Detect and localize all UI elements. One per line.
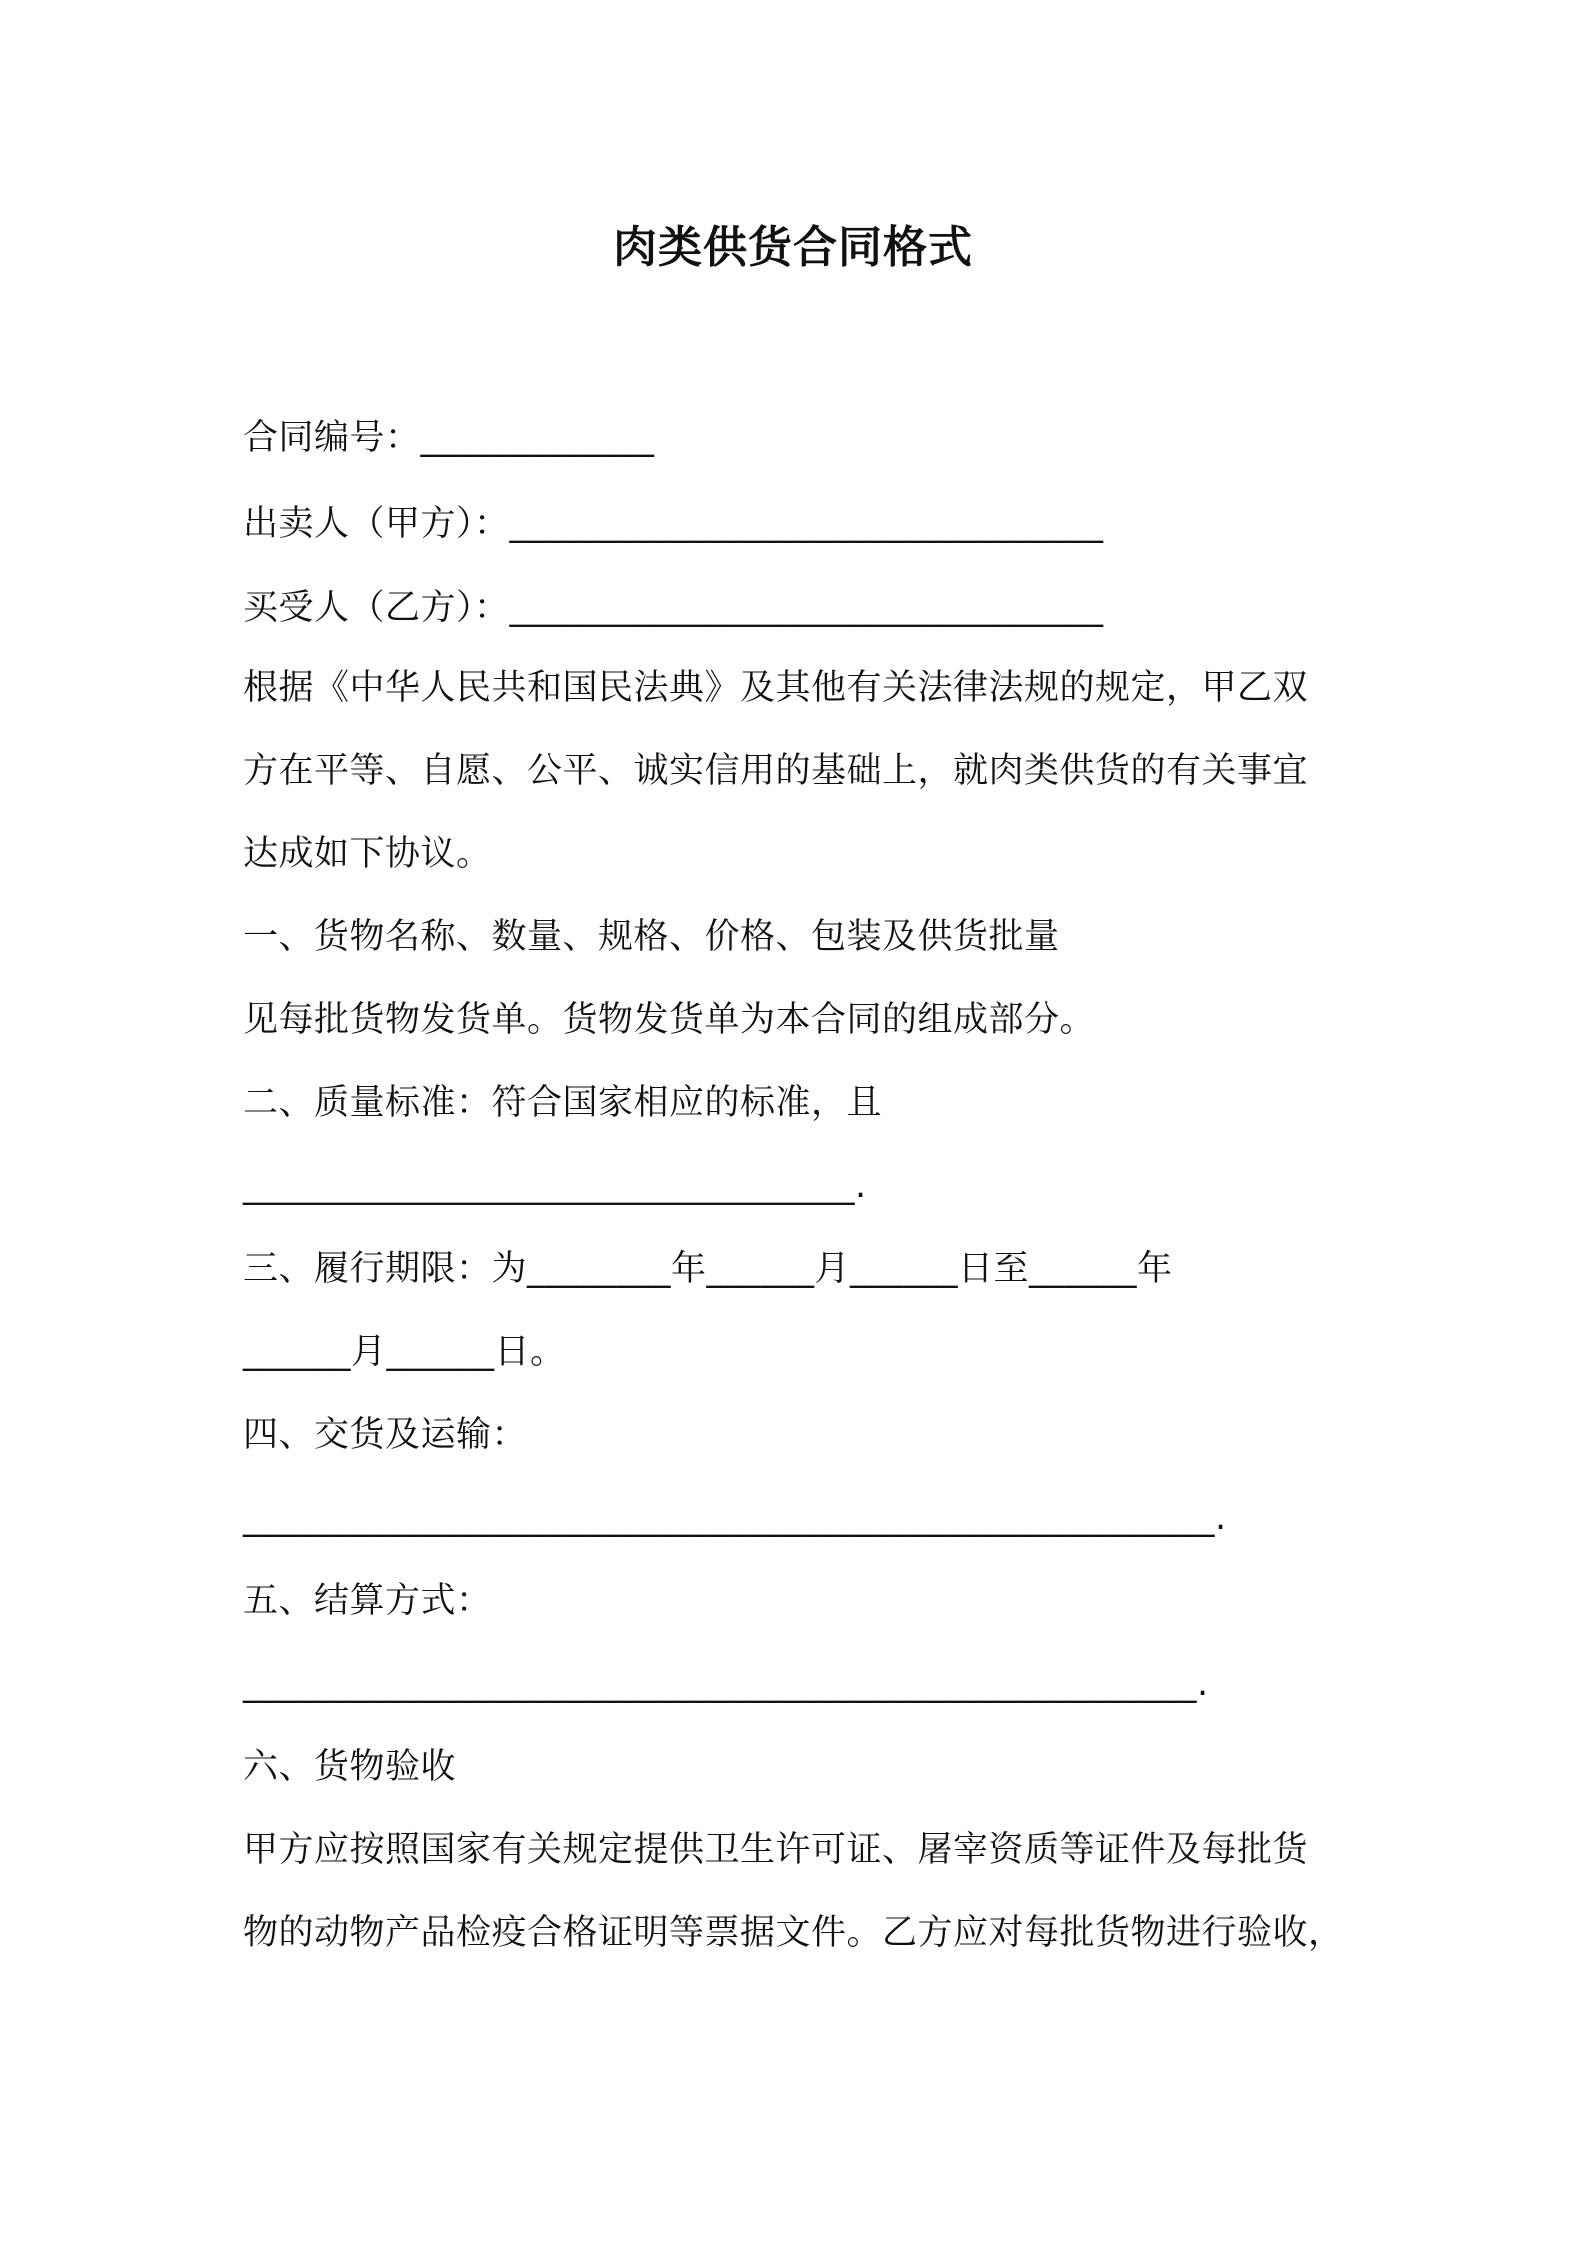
section-5-blank: _____________________________________________________. [243, 1664, 1209, 1704]
section-6-body-line-2: 物的动物产品检疫合格证明等票据文件。乙方应对每批货物进行验收， [243, 1913, 1344, 1953]
buyer-party-b-line: 买受人（乙方）：_________________________________ [243, 588, 1104, 628]
section-5-heading: 五、结算方式： [243, 1581, 492, 1621]
contract-number-line: 合同编号：_____________ [243, 418, 655, 458]
preamble-line-3: 达成如下协议。 [243, 834, 492, 874]
section-4-blank: ______________________________________________________. [243, 1498, 1227, 1538]
section-1-body: 见每批货物发货单。货物发货单为本合同的组成部分。 [243, 1000, 1096, 1040]
section-1-heading: 一、货物名称、数量、规格、价格、包装及供货批量 [243, 917, 1060, 957]
seller-party-a-line: 出卖人（甲方）：_________________________________ [243, 504, 1104, 544]
document-title: 肉类供货合同格式 [613, 222, 973, 273]
preamble-line-2: 方在平等、自愿、公平、诚实信用的基础上，就肉类供货的有关事宜 [243, 751, 1309, 791]
section-6-body-line-1: 甲方应按照国家有关规定提供卫生许可证、屠宰资质等证件及每批货 [243, 1830, 1309, 1870]
section-3-line-2: ______月______日。 [243, 1332, 566, 1372]
section-3-line-1: 三、履行期限：为________年______月______日至______年 [243, 1249, 1173, 1289]
preamble-line-1: 根据《中华人民共和国民法典》及其他有关法律法规的规定，甲乙双 [243, 668, 1309, 708]
section-2-heading: 二、质量标准：符合国家相应的标准，且 [243, 1083, 883, 1123]
section-2-blank: __________________________________. [243, 1166, 867, 1206]
section-4-heading: 四、交货及运输： [243, 1415, 528, 1455]
section-6-heading: 六、货物验收 [243, 1747, 457, 1787]
